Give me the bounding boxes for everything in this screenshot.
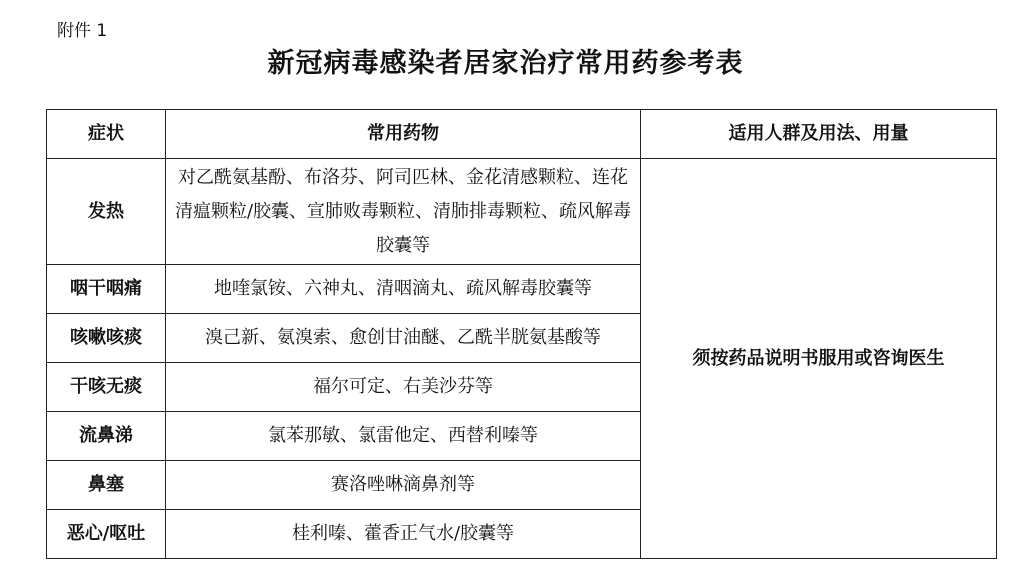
- medicine-reference-table: [46, 109, 997, 559]
- symptom-cell: 鼻塞: [47, 461, 166, 510]
- symptom-cell: 恶心/呕吐: [47, 510, 166, 559]
- table-header-row: [47, 110, 997, 159]
- column-header-usage: 适用人群及用法、用量: [641, 110, 997, 159]
- usage-note-cell: 须按药品说明书服用或咨询医生: [641, 159, 997, 559]
- symptom-cell: 发热: [47, 159, 166, 265]
- table-row: [47, 159, 997, 265]
- medicines-cell: 福尔可定、右美沙芬等: [166, 363, 641, 412]
- medicines-cell: 桂利嗪、藿香正气水/胶囊等: [166, 510, 641, 559]
- symptom-cell: 流鼻涕: [47, 412, 166, 461]
- annex-label: 附件 1: [57, 21, 108, 41]
- symptom-cell: 干咳无痰: [47, 363, 166, 412]
- medicines-cell: 地喹氯铵、六神丸、清咽滴丸、疏风解毒胶囊等: [166, 265, 641, 314]
- symptom-cell: 咳嗽咳痰: [47, 314, 166, 363]
- medicines-cell: 氯苯那敏、氯雷他定、西替利嗪等: [166, 412, 641, 461]
- document-title: 新冠病毒感染者居家治疗常用药参考表: [267, 48, 744, 79]
- column-header-medicines: 常用药物: [166, 110, 641, 159]
- symptom-cell: 咽干咽痛: [47, 265, 166, 314]
- medicines-cell: 对乙酰氨基酚、布洛芬、阿司匹林、金花清感颗粒、连花清瘟颗粒/胶囊、宣肺败毒颗粒、清肺排毒颗粒、疏风解毒胶囊等: [166, 159, 641, 265]
- medicines-cell: 赛洛唑啉滴鼻剂等: [166, 461, 641, 510]
- column-header-symptom: 症状: [47, 110, 166, 159]
- medicines-cell: 溴己新、氨溴索、愈创甘油醚、乙酰半胱氨基酸等: [166, 314, 641, 363]
